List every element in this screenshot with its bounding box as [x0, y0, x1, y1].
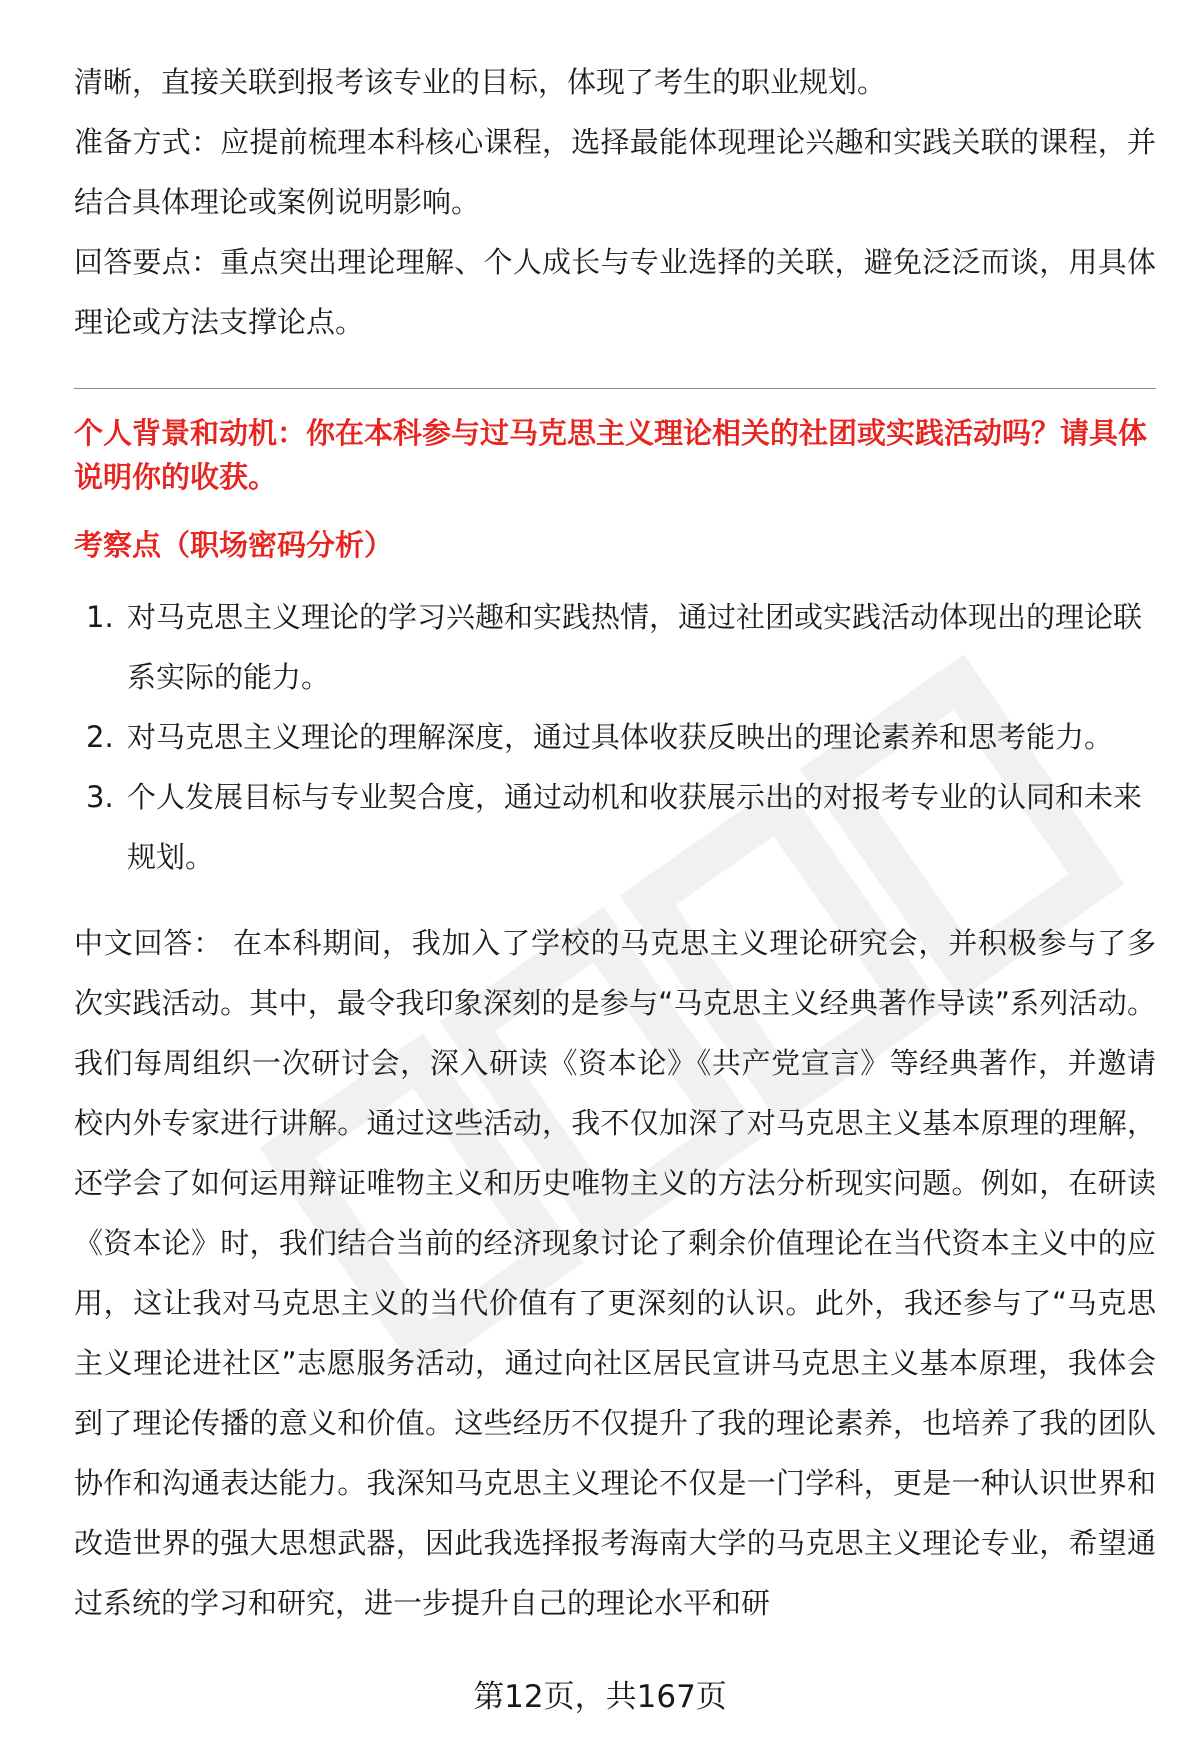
paragraph-preparation: 准备方式：应提前梳理本科核心课程，选择最能体现理论兴趣和实践关联的课程，并结合具体理论或案例说明影响。 — [74, 125, 1156, 219]
assessment-title: 考察点（职场密码分析） — [74, 528, 394, 562]
answer-paragraph: 中文回答： 在本科期间，我加入了学校的马克思主义理论研究会，并积极参与了多次实践活动。其中，最令我印象深刻的是参与“马克思主义经典著作导读”系列活动。我们每周组织一次研讨会，深入研读《资本论》《共产党宣言》等经典著作，并邀请校内外专家进行讲解。通过这些活动，我不仅加深了对马克思主义基本原理的理解，还学会了如何运用辩证唯物主义和历史唯物主义的方法分析现实问题。例如，在研读《资本论》时，我们结合当前的经济现象讨论了剩余价值理论在当代资本主义中的应用，这让我对马克思主义的当代价值有了更深刻的认识。此外，我还参与了“马克思主义理论进社区”志愿服务活动，通过向社区居民宣讲马克思主义基本原理，我体会到了理论传播的意义和价值。这些经历不仅提升了我的理论素养，也培养了我的团队协作和沟通表达能力。我深知马克思主义理论不仅是一门学科，更是一种认识世界和改造世界的强大思想武器，因此我选择报考海南大学的马克思主义理论专业，希望通过系统的学习和研究，进一步提升自己的理论水平和研 — [74, 926, 1156, 1620]
list-text: 对马克思主义理论的学习兴趣和实践热情，通过社团或实践活动体现出的理论联系实际的能力。 — [127, 600, 1143, 694]
list-number: 1. — [86, 600, 114, 634]
assessment-list — [74, 587, 1156, 887]
list-number: 2. — [86, 720, 114, 754]
list-text: 个人发展目标与专业契合度，通过动机和收获展示出的对报考专业的认同和未来规划。 — [127, 780, 1143, 874]
list-item — [74, 587, 1156, 707]
section-divider — [74, 388, 1156, 389]
page-number-footer: 第12页，共167页 — [473, 1679, 727, 1715]
list-item — [74, 767, 1156, 887]
document-page — [74, 52, 1156, 1633]
list-item — [74, 707, 1156, 767]
paragraph-key-points: 回答要点：重点突出理论理解、个人成长与专业选择的关联，避免泛泛而谈，用具体理论或方法支撑论点。 — [74, 245, 1156, 339]
question-heading: 个人背景和动机：你在本科参与过马克思主义理论相关的社团或实践活动吗？请具体说明你的收获。 — [74, 416, 1148, 494]
paragraph-goal: 清晰，直接关联到报考该专业的目标，体现了考生的职业规划。 — [74, 65, 887, 99]
list-text: 对马克思主义理论的理解深度，通过具体收获反映出的理论素养和思考能力。 — [127, 720, 1114, 754]
list-number: 3. — [86, 780, 114, 814]
